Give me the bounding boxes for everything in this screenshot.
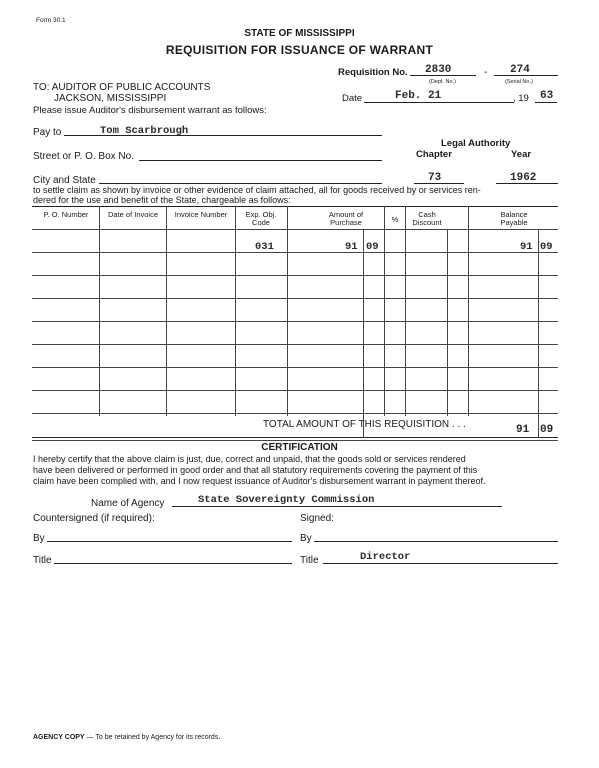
addressee-line-2: JACKSON, MISSISSIPPI	[54, 93, 167, 104]
footer-agency-copy: AGENCY COPY	[33, 734, 85, 741]
footer-text: — To be retained by Agency for its records.	[84, 734, 221, 741]
date-century: , 19	[513, 93, 529, 104]
requisition-label: Requisition No.	[338, 67, 408, 78]
by-line-right[interactable]	[314, 541, 558, 542]
cents-divider	[363, 229, 364, 437]
city-line[interactable]	[99, 183, 382, 184]
date-line	[364, 102, 514, 103]
row-line	[32, 252, 558, 253]
chapter-label: Chapter	[416, 149, 452, 160]
settle-text-1: to settle claim as shown by invoice or other evidence of claim attached, all for goods received by or services ren-	[33, 185, 481, 195]
certification-line-3: claim have been complied with, and I now request issuance of Auditor's disbursement warrant in payment thereof.	[33, 476, 486, 486]
countersigned-label: Countersigned (if required):	[33, 513, 155, 524]
title-label-right: Title	[300, 555, 319, 566]
header-po-number: P. O. Number	[43, 210, 89, 219]
title-label-left: Title	[33, 555, 52, 566]
row-line	[32, 275, 558, 276]
agency-value: State Sovereignty Commission	[198, 494, 375, 506]
table-bottom-border	[32, 437, 558, 438]
cents-divider	[538, 229, 539, 437]
table-top-border	[32, 206, 558, 207]
total-cents: 09	[540, 424, 554, 436]
header-date-of-invoice: Date of Invoice	[107, 210, 159, 219]
dept-no-caption: (Dept. No.)	[429, 79, 456, 85]
date-value: Feb. 21	[395, 90, 442, 102]
legal-authority-heading: Legal Authority	[441, 138, 511, 149]
row-1-exp-obj: 031	[255, 241, 274, 253]
row-line	[32, 298, 558, 299]
table-bottom-border-double	[32, 440, 558, 441]
year-value: 1962	[510, 172, 537, 184]
footer-note	[33, 734, 220, 741]
row-line	[32, 344, 558, 345]
total-label: TOTAL AMOUNT OF THIS REQUISITION . . .	[263, 419, 466, 430]
form-title: REQUISITION FOR ISSUANCE OF WARRANT	[165, 43, 434, 57]
cents-divider	[447, 229, 448, 416]
certification-line-1: I hereby certify that the above claim is just, due, correct and unpaid, that the goods sold or services rendered	[33, 454, 466, 464]
dept-no-value: 2830	[425, 64, 452, 76]
header-invoice-number: Invoice Number	[174, 210, 228, 219]
city-label: City and State	[33, 175, 96, 186]
col-divider	[99, 206, 100, 416]
by-label-left: By	[33, 533, 45, 544]
certification-line-2: have been delivered or performed in good order and that all statutory requirements covering the payment of this	[33, 465, 478, 475]
table-header-border	[32, 229, 558, 230]
header-balance-payable: Balance Payable	[500, 210, 528, 227]
row-1-amount-dollars: 91	[345, 241, 358, 253]
total-dollars: 91	[516, 424, 530, 436]
header-amount-of-purchase: Amount of Purchase	[328, 210, 364, 227]
addressee-line-1: TO: AUDITOR OF PUBLIC ACCOUNTS	[33, 82, 211, 93]
serial-no-caption: (Serial No.)	[505, 79, 533, 85]
col-divider	[235, 206, 236, 416]
settle-text-2: dered for the use and benefit of the State, chargeable as follows:	[33, 195, 291, 205]
row-1-amount-cents: 09	[366, 241, 379, 253]
col-divider	[287, 206, 288, 416]
row-1-balance-dollars: 91	[520, 241, 533, 253]
row-line	[32, 390, 558, 391]
header-exp-obj-code: Exp. Obj. Code	[245, 210, 277, 227]
form-number: Form 30.1	[36, 17, 66, 24]
signed-label: Signed:	[300, 513, 334, 524]
row-line	[32, 321, 558, 322]
requisition-dash: -	[484, 67, 488, 78]
agency-line[interactable]	[172, 506, 502, 507]
year-label: Year	[511, 149, 532, 160]
by-label-right: By	[300, 533, 312, 544]
chapter-value: 73	[428, 172, 442, 184]
row-line	[32, 413, 558, 414]
title-value-right: Director	[360, 551, 411, 563]
street-label: Street or P. O. Box No.	[33, 151, 134, 162]
date-year: 63	[540, 90, 554, 102]
pay-to-label: Pay to	[33, 127, 62, 138]
serial-no-value: 274	[510, 64, 530, 76]
date-label: Date	[342, 93, 363, 104]
header-percent: %	[391, 215, 399, 224]
title-line-left[interactable]	[54, 563, 292, 564]
row-line	[32, 367, 558, 368]
pay-to-value: Tom Scarbrough	[100, 125, 189, 137]
by-line-left[interactable]	[47, 541, 292, 542]
certification-heading: CERTIFICATION	[261, 442, 338, 453]
col-divider	[405, 206, 406, 416]
instruction-text: Please issue Auditor's disbursement warrant as follows:	[33, 105, 267, 116]
state-heading: STATE OF MISSISSIPPI	[244, 28, 355, 39]
agency-label: Name of Agency	[91, 498, 165, 509]
col-divider	[468, 206, 469, 416]
col-divider	[166, 206, 167, 416]
header-cash-discount: Cash Discount	[412, 210, 442, 227]
col-divider	[384, 206, 385, 416]
street-line[interactable]	[139, 160, 382, 161]
year-line	[535, 102, 557, 103]
title-line-right[interactable]	[323, 563, 558, 564]
row-1-balance-cents: 09	[540, 241, 553, 253]
